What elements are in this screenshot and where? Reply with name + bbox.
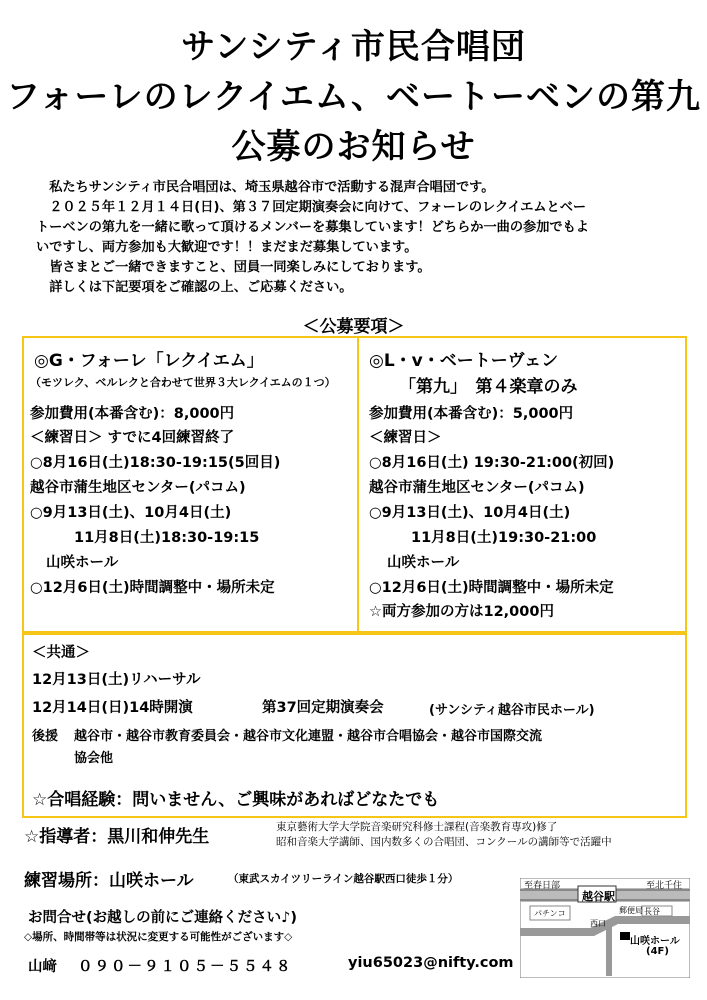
beethoven-practice-venue: 越谷市蒲生地区センター(パコム) [369,480,585,496]
contact-note: ◇場所、時間帯等は状況に変更する可能性がございます◇ [24,931,293,943]
beethoven-practice-1: ○8月16日(土) 19:30-21:00(初回) [369,455,615,471]
intro-line: 詳しくは下記要項をご確認の上、ご応募ください。 [49,280,353,295]
concert-venue: (サンシティ越谷市民ホール) [429,703,595,718]
both-participation-price: ☆両方参加の方は12,000円 [369,604,554,620]
map-hall: 山咲ホール [630,936,680,947]
beethoven-fee: 参加費用(本番含む)：5,000円 [369,406,574,422]
faure-box [22,336,359,633]
beethoven-practice-3: 11月8日(土)19:30-21:00 [411,530,597,546]
common-box [22,633,687,818]
conductor-bio-1: 東京藝術大学大学院音楽研究科修士課程(音楽教育専攻)修了 [276,821,558,833]
faure-practice-hall: 山咲ホール [46,555,119,571]
support-line-1: 越谷市・越谷市教育委員会・越谷市文化連盟・越谷市合唱協会・越谷市国際交流 [74,729,543,744]
intro-line: 皆さまとご一緒できますこと、団員一同楽しみにしております。 [49,260,431,275]
intro-line: 私たちサンシティ市民合唱団は、埼玉県越谷市で活動する混声合唱団です。 [49,180,495,195]
map-north-left: 至春日部 [524,881,561,891]
intro-line: いですし、両方参加も大歓迎です！！まだまだ募集しています。 [36,240,418,255]
practice-venue-note: （東武スカイツリーライン越谷駅西口徒歩１分） [228,873,459,885]
map-post: 郵便局 [619,906,643,915]
faure-practice-2: ○9月13日(土)、10月4日(土) [30,505,232,521]
location-map [520,878,690,978]
faure-practice-3: 11月8日(土)18:30-19:15 [74,530,260,546]
faure-practice-label: ＜練習日＞ すでに4回練習終了 [30,430,235,446]
beethoven-practice-label: ＜練習日＞ [369,430,442,446]
support-line-2: 協会他 [74,751,114,766]
concert-date: 12月14日(日)14時開演 [32,700,193,716]
beethoven-practice-hall: 山咲ホール [387,555,460,571]
conductor-label: ☆指導者：黒川和伸先生 [24,827,210,847]
map-exit: 西口 [590,919,606,928]
beethoven-practice-2: ○9月13日(土)、10月4日(土) [369,505,571,521]
section-heading: ＜公募要項＞ [302,317,405,337]
beethoven-practice-4: ○12月6日(土)時間調整中・場所未定 [369,580,614,596]
map-shop: 長谷 [644,907,660,916]
faure-practice-4: ○12月6日(土)時間調整中・場所未定 [30,580,275,596]
conductor-bio-2: 昭和音楽大学講師、国内数多くの合唱団、コンクールの講師等で活躍中 [276,836,612,848]
choir-experience: ☆合唱経験：問いません、ご興味があればどなたでも [32,790,440,810]
rehearsal-date: 12月13日(土)リハーサル [32,672,201,688]
intro-line: ２０２５年１２月１４日(日)、第３７回定期演奏会に向けて、フォーレのレクイエムとベー [49,200,587,215]
contact-email[interactable]: yiu65023@nifty.com [348,955,514,971]
faure-title: ◎G・フォーレ「レクイエム」 [34,351,264,371]
faure-practice-1: ○8月16日(土)18:30-19:15(5回目) [30,455,281,471]
map-station: 越谷駅 [582,890,615,903]
contact-name: 山﨑 [28,959,57,975]
title-line-3: 公募のお知らせ [231,127,476,167]
intro-text [36,178,676,298]
contact-phone[interactable]: ０９０－９１０５－５５４８ [78,959,293,975]
concert-name: 第37回定期演奏会 [262,700,384,716]
practice-venue-label: 練習場所：山咲ホール [24,871,194,891]
beethoven-subtitle: 「第九」 第４楽章のみ [399,377,578,397]
title-line-2: フォーレのレクイエム、ベートーベンの第九 [6,77,701,117]
faure-practice-venue: 越谷市蒲生地区センター(パコム) [30,480,246,496]
faure-fee: 参加費用(本番含む)：8,000円 [30,406,235,422]
common-label: ＜共通＞ [32,645,90,661]
map-pachinko: パチンコ [534,909,566,918]
map-floor: (4F) [646,946,669,957]
faure-subtitle: （モツレク、ベルレクと合わせて世界３大レクイエムの１つ） [30,376,336,389]
contact-label: お問合せ(お越しの前にご連絡ください♪) [28,910,298,926]
beethoven-title: ◎L・v・ベートーヴェン [369,351,559,371]
support-label: 後援 [32,729,59,744]
intro-line: トーベンの第九を一緒に歌って頂けるメンバーを募集しています！どちらか一曲の参加でもよ [36,220,589,235]
title-line-1: サンシティ市民合唱団 [181,27,526,67]
map-north-right: 至北千住 [646,881,683,891]
beethoven-box [357,336,687,633]
